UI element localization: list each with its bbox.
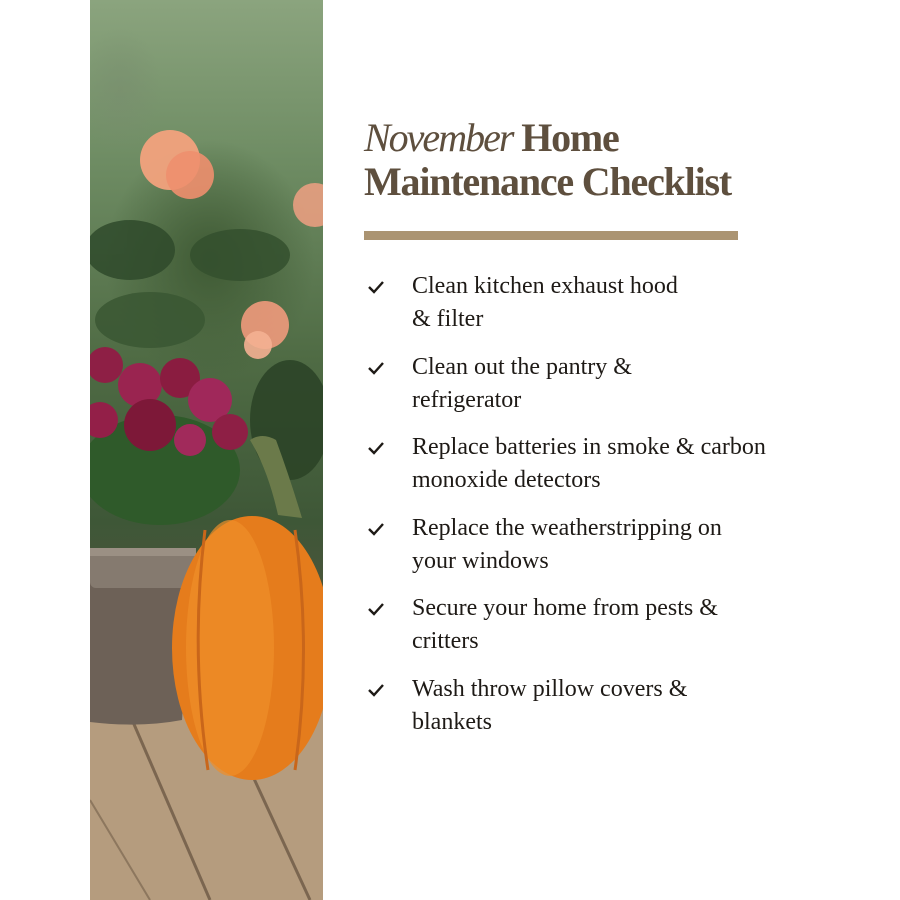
page-title [364,116,784,204]
checklist-item [368,673,798,754]
item-line2: blankets [412,708,492,735]
checklist-item [368,512,798,593]
checklist-item [368,592,798,673]
item-line1: Wash throw pillow covers & [412,675,688,702]
mums-flowers [90,347,248,525]
item-line2: & filter [412,306,484,332]
title-home: Home [512,115,619,160]
item-line1: Replace the weatherstripping on [412,514,722,541]
check-icon [368,602,384,616]
title-month: November [364,115,513,160]
title-line2: Maintenance Checklist [364,159,731,204]
item-line2: monoxide detectors [412,467,601,494]
check-icon [368,441,384,455]
item-line2: your windows [412,547,549,574]
check-icon [368,280,384,294]
checklist [368,270,798,754]
title-divider [364,231,738,240]
checklist-item [368,270,798,351]
check-icon [368,522,384,536]
item-line1: Clean out the pantry & [412,353,632,380]
item-line1: Clean kitchen exhaust hood [412,273,678,299]
item-line1: Replace batteries in smoke & carbon [412,434,766,461]
checklist-item [368,431,798,512]
check-icon [368,683,384,697]
item-line2: critters [412,628,479,655]
checklist-item [368,351,798,432]
check-icon [368,361,384,375]
item-line1: Secure your home from pests & [412,595,718,622]
pumpkin-mums-illustration [90,0,323,900]
autumn-photo [90,0,323,900]
item-line2: refrigerator [412,386,522,413]
